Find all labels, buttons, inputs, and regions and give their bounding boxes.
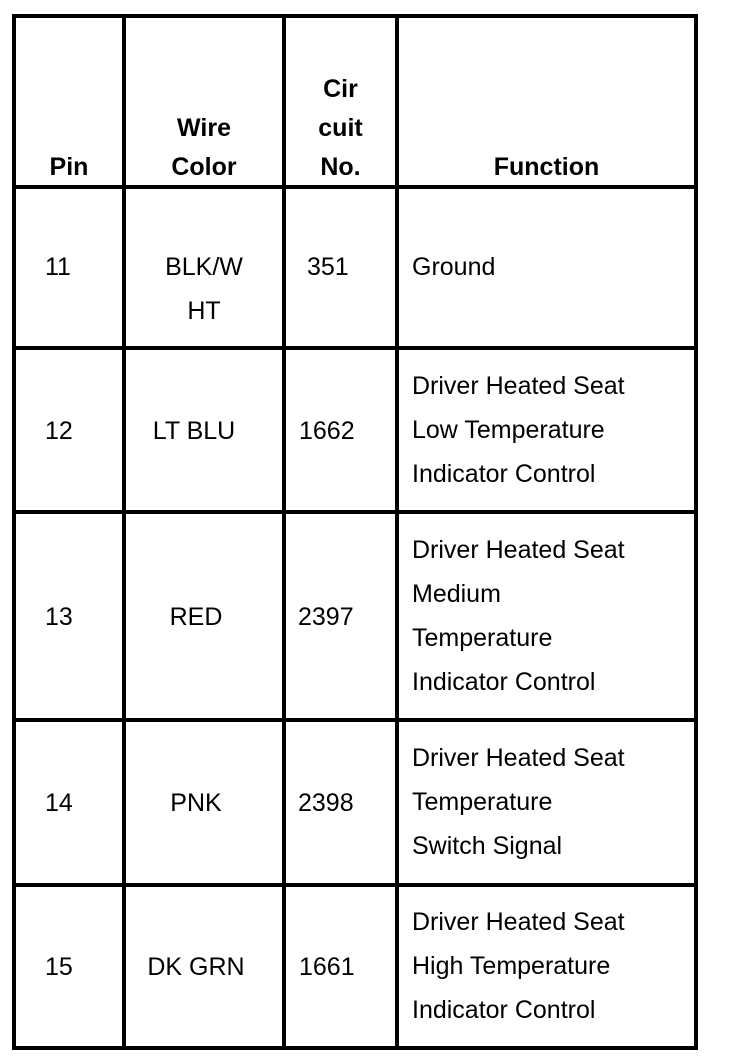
header-wire-color: Wire Color	[171, 114, 237, 181]
table-cell-wire-color: BLK/W HT	[165, 253, 243, 325]
table-cell-wire-color: PNK	[170, 789, 222, 817]
header-pin: Pin	[49, 153, 89, 181]
table-cell-circuit-no: 351	[307, 253, 349, 281]
table-cell-wire-color: LT BLU	[152, 417, 236, 445]
table-cell-function: Driver Heated Seat High Temperature Indicator Control	[412, 908, 625, 1024]
table-cell-pin: 11	[45, 253, 71, 281]
row-divider	[12, 510, 698, 514]
table-cell-pin: 12	[45, 417, 73, 445]
table-cell-wire-color: RED	[169, 603, 223, 631]
row-divider	[12, 718, 698, 722]
table-cell-function: Ground	[412, 253, 496, 281]
table-cell-circuit-no: 1662	[299, 417, 355, 445]
table-cell-function: Driver Heated Seat Medium Temperature Indicator Control	[412, 536, 625, 696]
table-cell-function: Driver Heated Seat Temperature Switch Signal	[412, 744, 625, 860]
table-cell-pin: 15	[45, 953, 73, 981]
table-cell-circuit-no: 1661	[299, 953, 355, 981]
header-circuit-no: Cir cuit No.	[318, 75, 363, 181]
table-border-top	[12, 14, 698, 18]
table-cell-function: Driver Heated Seat Low Temperature Indicator Control	[412, 372, 625, 488]
table-cell-pin: 13	[45, 603, 73, 631]
table-border-bottom	[12, 1046, 698, 1050]
row-divider	[12, 346, 698, 350]
table-cell-wire-color: DK GRN	[147, 953, 245, 981]
table-cell-circuit-no: 2397	[298, 603, 354, 631]
table-cell-pin: 14	[45, 789, 73, 817]
table-cell-circuit-no: 2398	[298, 789, 354, 817]
table-border-right	[694, 14, 698, 1050]
row-divider	[12, 883, 698, 887]
header-function: Function	[493, 153, 600, 181]
